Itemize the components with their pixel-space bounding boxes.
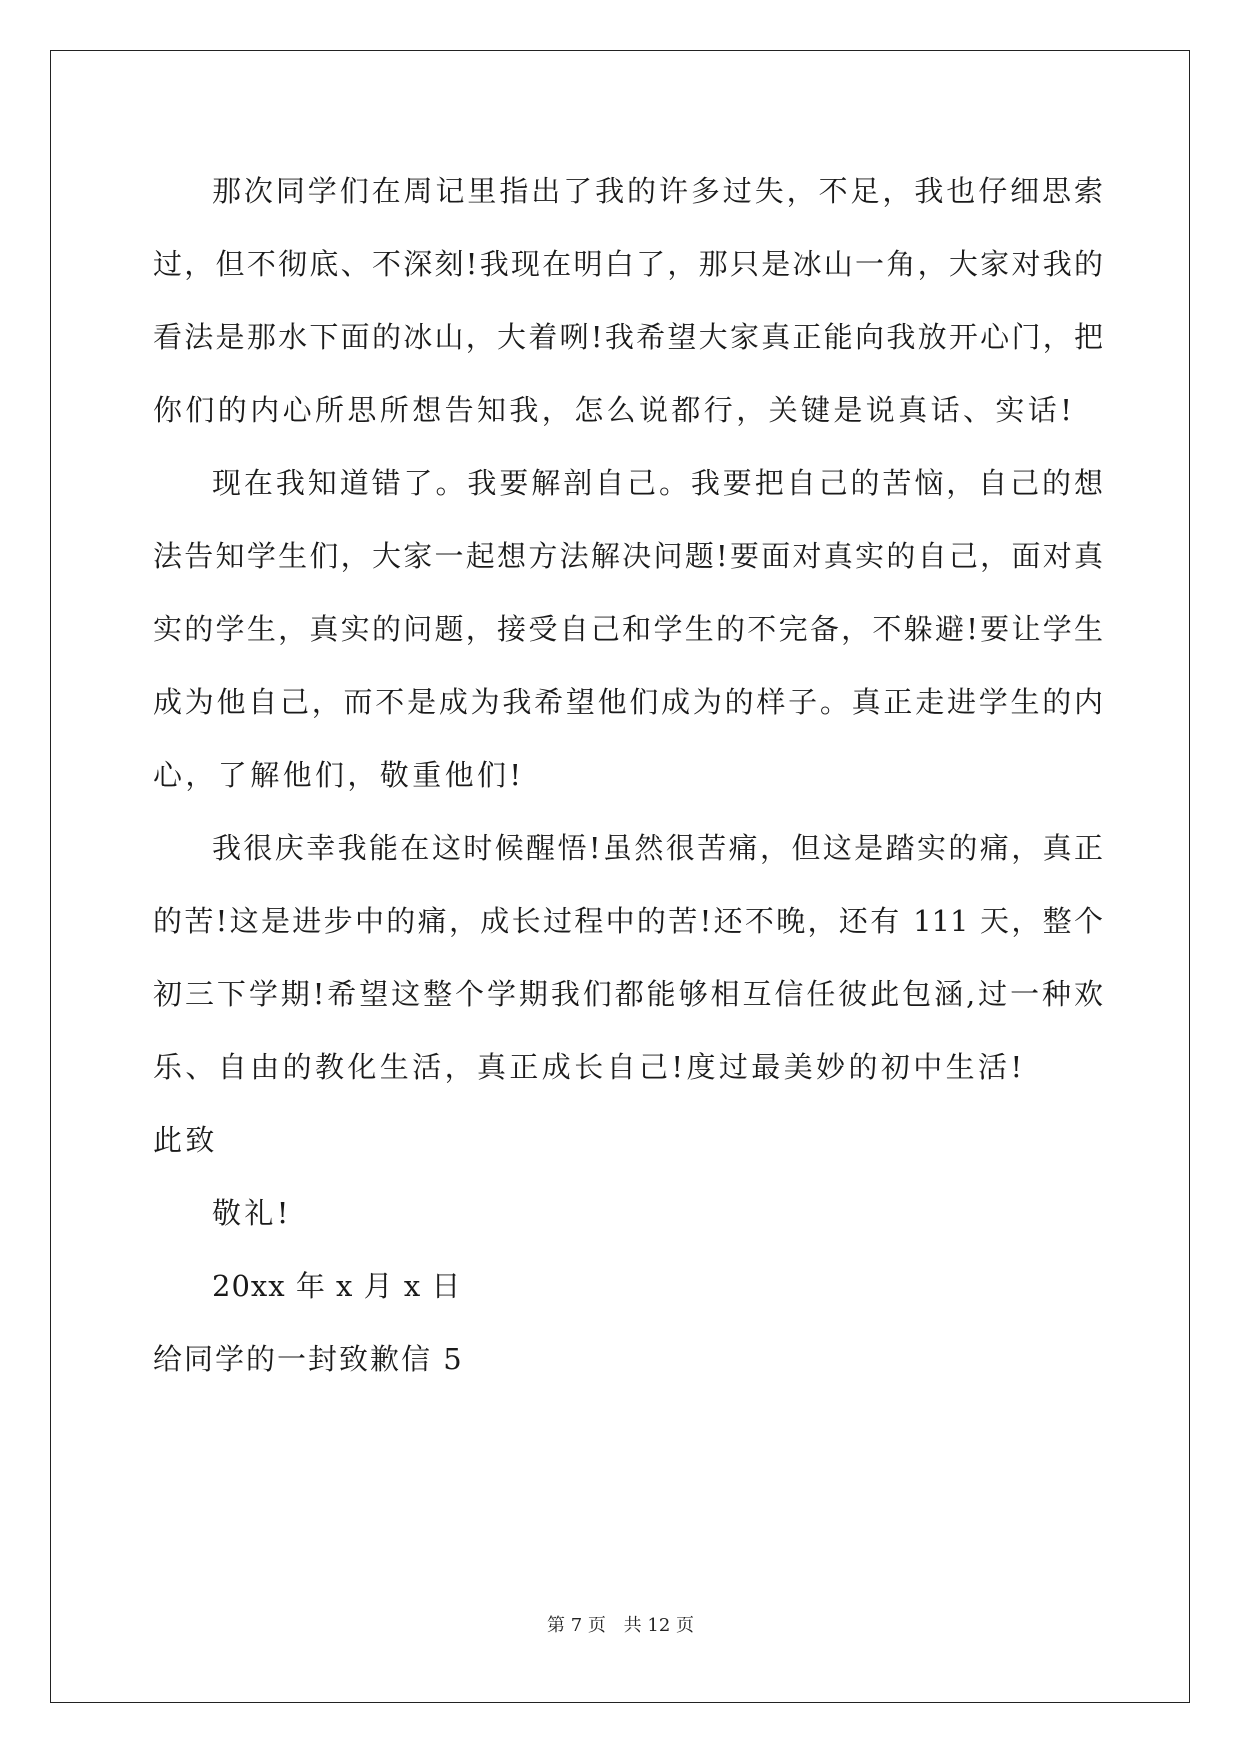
paragraph-2-line-2: 法告知学生们，大家一起想方法解决问题!要面对真实的自己，面对真 bbox=[153, 539, 1103, 573]
paragraph-3-line-3: 初三下学期!希望这整个学期我们都能够相互信任彼此包涵,过一种欢 bbox=[153, 977, 1103, 1011]
paragraph-2-line-3: 实的学生，真实的问题，接受自己和学生的不完备，不躲避!要让学生 bbox=[153, 612, 1103, 646]
page-number: 第 7 页 bbox=[547, 1615, 606, 1636]
paragraph-1-line-3: 看法是那水下面的冰山，大着咧!我希望大家真正能向我放开心门，把 bbox=[153, 320, 1103, 354]
page-total: 共 12 页 bbox=[623, 1615, 694, 1636]
paragraph-1-line-1: 那次同学们在周记里指出了我的许多过失，不足，我也仔细思索 bbox=[212, 174, 1103, 208]
salutation-text: 敬礼! bbox=[212, 1196, 292, 1230]
date-text: 20xx 年 x 月 x 日 bbox=[212, 1269, 462, 1303]
paragraph-3-line-1: 我很庆幸我能在这时候醒悟!虽然很苦痛，但这是踏实的痛，真正 bbox=[212, 831, 1103, 865]
paragraph-2-line-5: 心，了解他们，敬重他们! bbox=[153, 758, 525, 792]
paragraph-1-line-4: 你们的内心所思所想告知我，怎么说都行，关键是说真话、实话! bbox=[153, 393, 1076, 427]
paragraph-1-line-2: 过，但不彻底、不深刻!我现在明白了，那只是冰山一角，大家对我的 bbox=[153, 247, 1103, 281]
page-border bbox=[50, 50, 1190, 1703]
paragraph-2-line-1: 现在我知道错了。我要解剖自己。我要把自己的苦恼，自己的想 bbox=[212, 466, 1103, 500]
next-letter-title: 给同学的一封致歉信 5 bbox=[153, 1342, 464, 1376]
paragraph-3-line-2: 的苦!这是进步中的痛，成长过程中的苦!还不晚，还有 111 天，整个 bbox=[153, 904, 1103, 938]
paragraph-2-line-4: 成为他自己，而不是成为我希望他们成为的样子。真正走进学生的内 bbox=[153, 685, 1103, 719]
paragraph-3-line-4: 乐、自由的教化生活，真正成长自己!度过最美妙的初中生活! bbox=[153, 1050, 1026, 1084]
page-footer bbox=[0, 1614, 1241, 1638]
closing-text: 此致 bbox=[153, 1123, 218, 1157]
